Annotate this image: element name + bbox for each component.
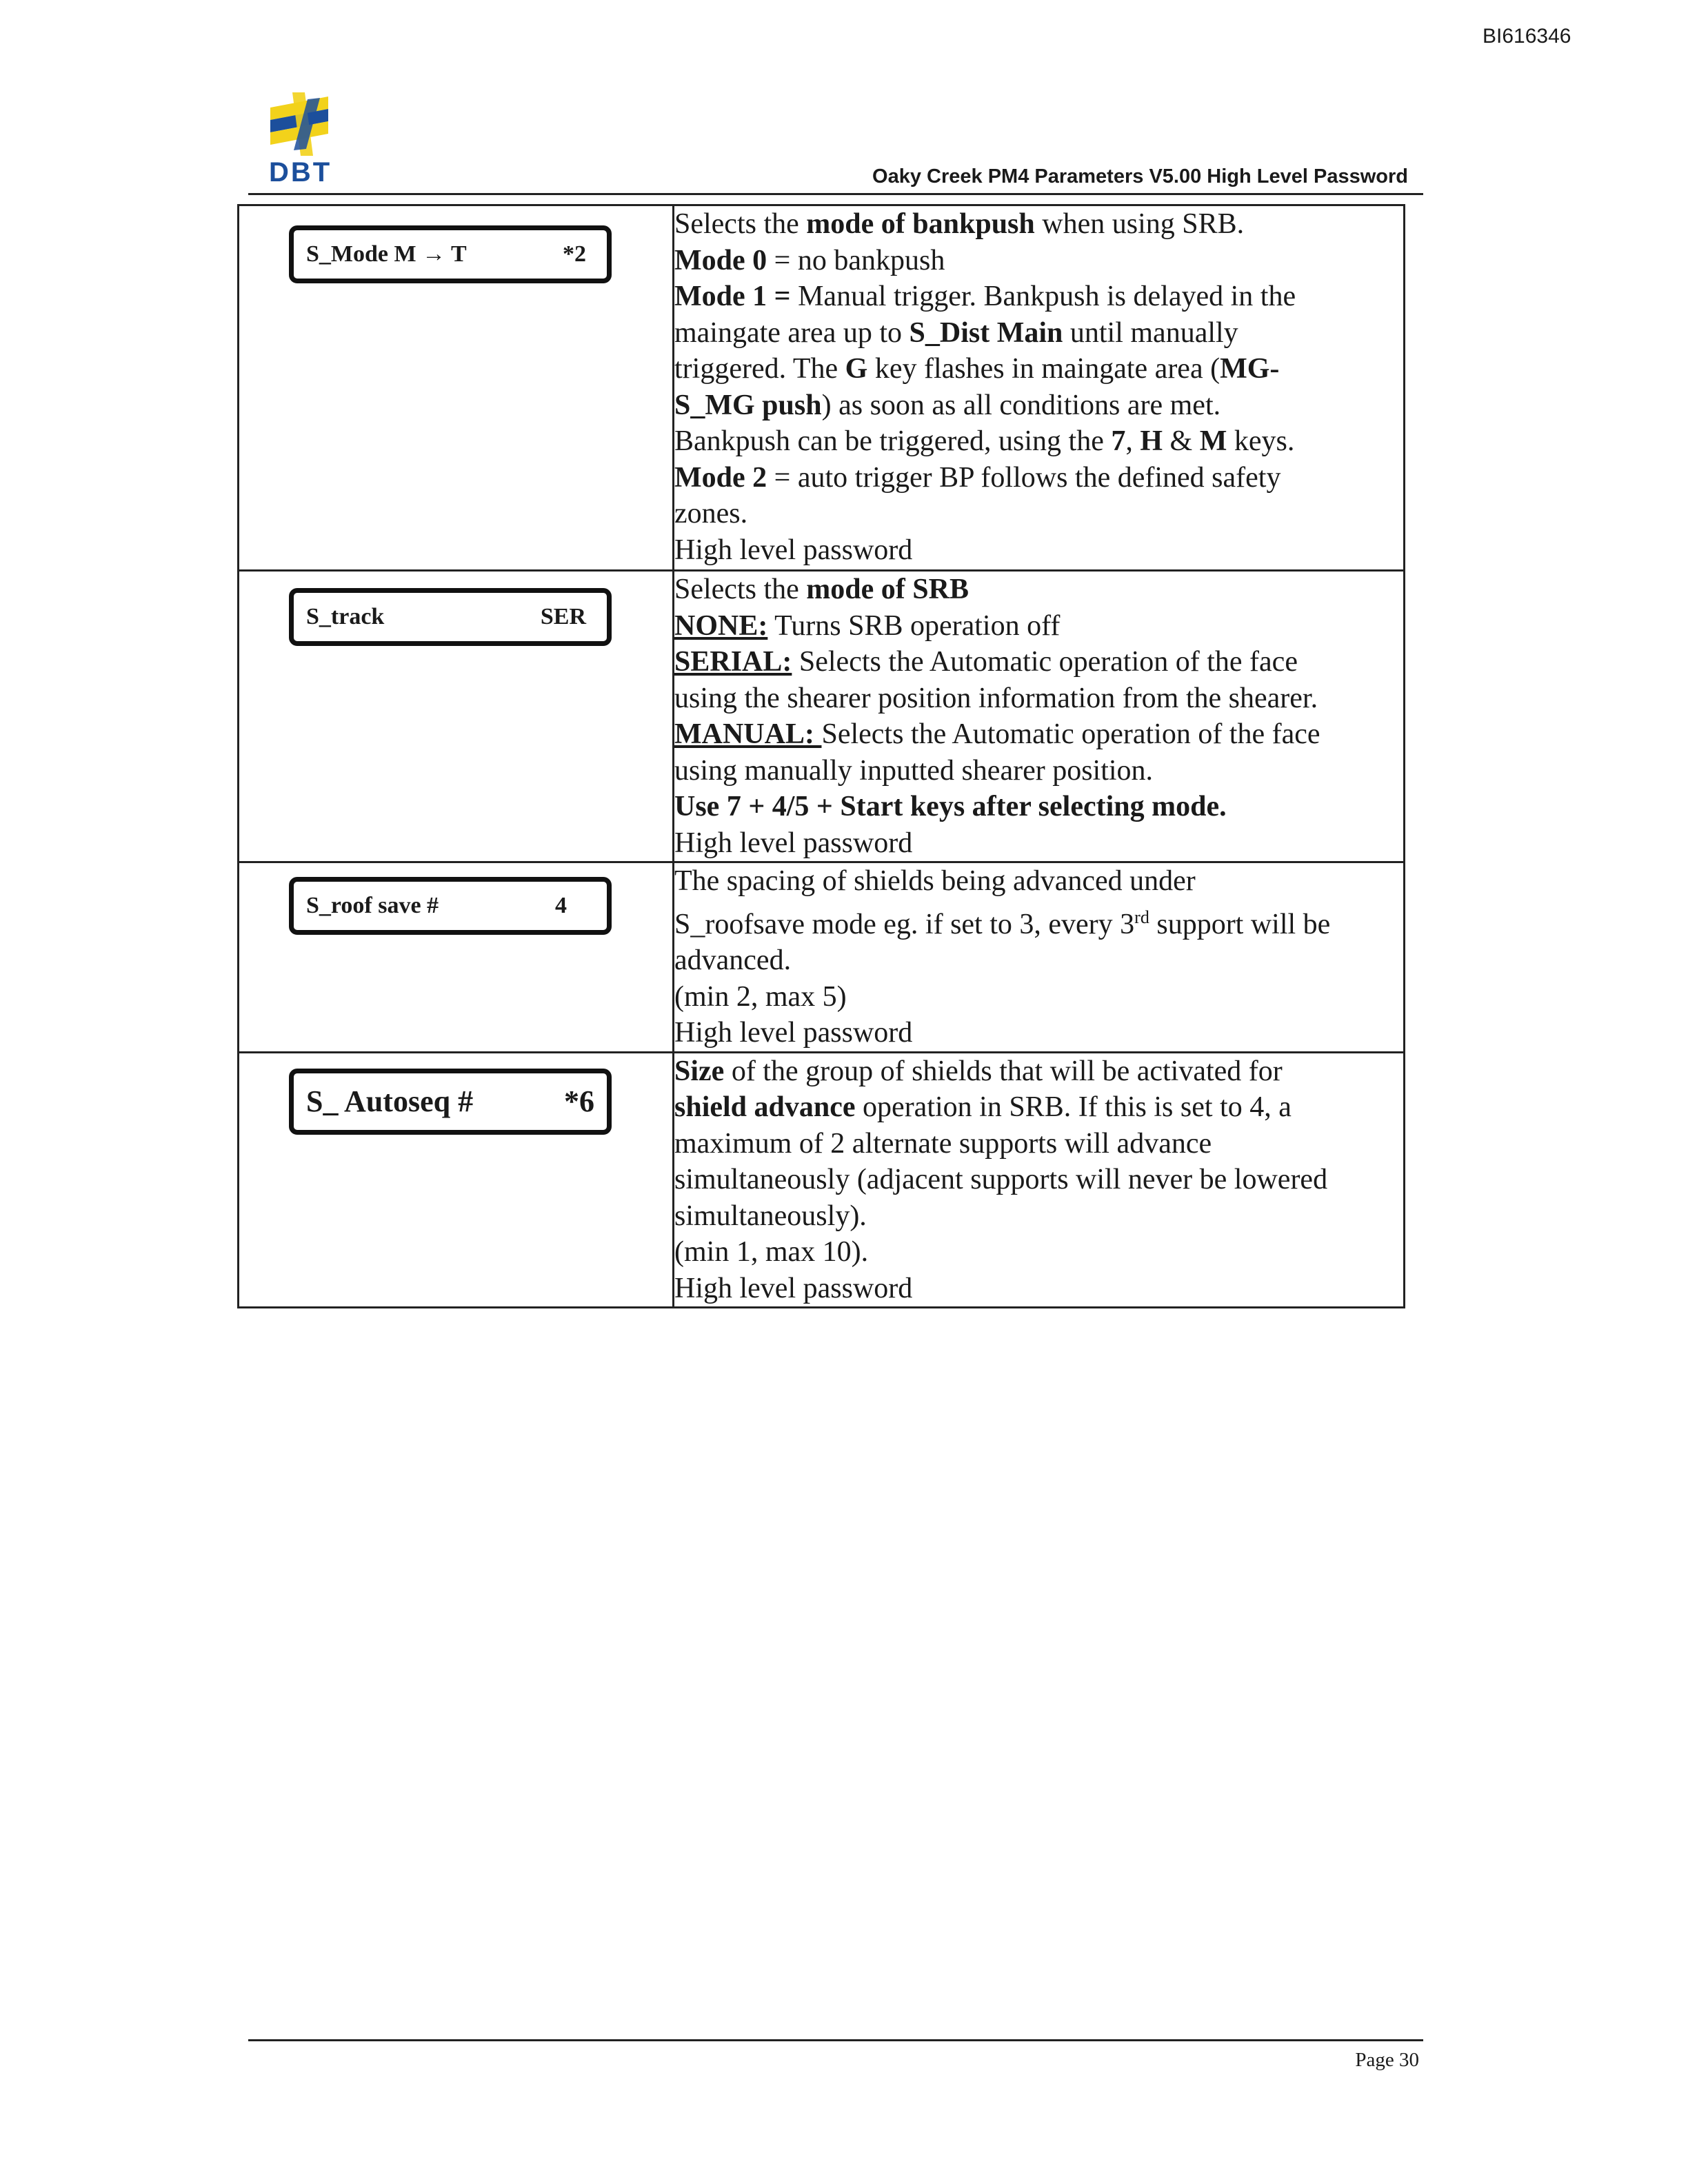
table-row [239,862,1405,1053]
parameter-description [674,205,1405,571]
parameter-table [237,204,1405,1308]
parameter-key-cell [239,571,674,862]
desc-line: simultaneously (adjacent supports will never be lowered [674,1164,1328,1195]
parameter-key-cell [239,862,674,1053]
document-id: BI616346 [1483,25,1571,48]
lcd-display [289,1069,612,1135]
parameter-key-cell [239,205,674,571]
header-title: Oaky Creek PM4 Parameters V5.00 High Level Password [872,165,1408,188]
table-row [239,205,1405,571]
desc-line: using manually inputted shearer position. [674,754,1154,787]
parameter-description [674,571,1405,862]
table-row [239,1052,1405,1308]
desc-line: The spacing of shields being advanced under [674,865,1196,897]
parameter-key-cell [239,1052,674,1308]
desc-line: using the shearer position information from the shearer. [674,682,1318,714]
desc-line: maximum of 2 alternate supports will advance [674,1127,1212,1160]
table-row [239,571,1405,862]
parameter-value: SER [540,604,586,629]
lcd-display [289,588,612,646]
desc-line: (min 2, max 5) [674,980,847,1013]
logo-text: DBT [269,157,332,188]
parameter-name: S_Mode M → T [306,241,467,267]
desc-line: High level password [674,827,913,859]
desc-line: Mode 1 = Manual trigger. Bankpush is delayed in the [674,281,1296,312]
desc-line: S_MG push) as soon as all conditions are met. [674,389,1221,421]
parameter-value: 4 [555,893,567,918]
parameter-description [674,1052,1405,1308]
parameter-name: S_ Autoseq # [306,1084,474,1118]
desc-line: Mode 2 = auto trigger BP follows the defined safety [674,461,1281,494]
desc-line: SERIAL: Selects the Automatic operation of the face [674,646,1298,678]
desc-line: triggered. The G key flashes in maingate area (MG- [674,353,1280,385]
dbt-logo [265,92,341,189]
lcd-display [289,225,612,283]
footer-rule [248,2039,1423,2041]
desc-line: Selects the mode of SRB [674,574,969,605]
parameter-name: S_roof save # [306,893,439,918]
desc-line: advanced. [674,944,792,976]
page-number: Page 30 [1355,2049,1419,2071]
parameter-value: *2 [563,241,586,267]
desc-line: zones. [674,498,748,529]
desc-line: (min 1, max 10). [674,1236,869,1268]
desc-line: S_roofsave mode eg. if set to 3, every 3rd support will be [674,907,1331,940]
desc-line: Size of the group of shields that will be activated for [674,1055,1283,1087]
header-rule [248,193,1423,195]
desc-line: simultaneously). [674,1200,867,1232]
desc-line: MANUAL: Selects the Automatic operation of the face [674,718,1320,750]
desc-line: Selects the mode of bankpush when using SRB. [674,208,1245,240]
desc-line: Mode 0 = no bankpush [674,244,945,276]
parameter-value: *6 [564,1084,594,1118]
desc-line: NONE: Turns SRB operation off [674,609,1061,642]
desc-line: High level password [674,1272,913,1304]
desc-line: High level password [674,534,913,566]
desc-line: Use 7 + 4/5 + Start keys after selecting mode. [674,791,1227,822]
lcd-display [289,877,612,935]
parameter-name: S_track [306,604,385,629]
parameter-description [674,862,1405,1053]
desc-line: maingate area up to S_Dist Main until manually [674,316,1238,349]
desc-line: shield advance operation in SRB. If this is set to 4, a [674,1091,1292,1123]
dbt-logo-icon [265,92,334,156]
desc-line: High level password [674,1017,913,1049]
desc-line: Bankpush can be triggered, using the 7, H & M keys. [674,425,1295,457]
